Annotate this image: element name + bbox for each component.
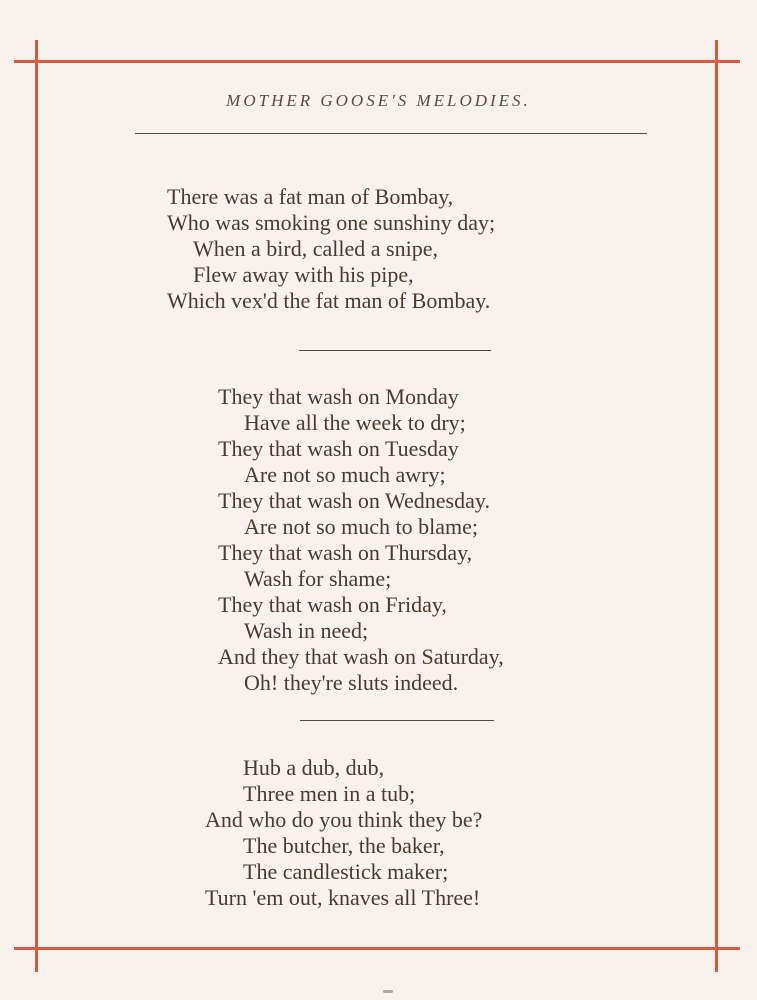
poem-line: Flew away with his pipe, [193, 262, 414, 287]
poem-separator [300, 720, 494, 721]
border-rule-left [35, 40, 38, 972]
poem-bombay [167, 184, 495, 314]
poem-line: Which vex'd the fat man of Bombay. [167, 288, 491, 313]
poem-line: Hub a dub, dub, [243, 755, 385, 780]
border-rule-bottom [14, 947, 740, 950]
poem-line: Turn 'em out, knaves all Three! [205, 885, 481, 910]
poem-line: Who was smoking one sunshiny day; [167, 210, 496, 235]
poem-line: There was a fat man of Bombay, [167, 184, 454, 209]
poem-line: They that wash on Tuesday [218, 436, 459, 461]
poem-line: When a bird, called a snipe, [193, 236, 438, 261]
poem-washing-days [218, 384, 504, 696]
poem-line: Are not so much to blame; [244, 514, 479, 539]
poem-line: They that wash on Wednesday. [218, 488, 490, 513]
poem-line: Three men in a tub; [243, 781, 416, 806]
poem-line: Are not so much awry; [244, 462, 446, 487]
poem-line: Wash in need; [244, 618, 369, 643]
border-rule-top [14, 60, 740, 63]
paper-mark [383, 990, 393, 993]
poem-line: The butcher, the baker, [243, 833, 445, 858]
poem-line: And they that wash on Saturday, [218, 644, 504, 669]
poem-line: The candlestick maker; [243, 859, 449, 884]
poem-line: They that wash on Thursday, [218, 540, 473, 565]
poem-line: Have all the week to dry; [244, 410, 466, 435]
header-divider [135, 133, 647, 134]
poem-line: Oh! they're sluts indeed. [244, 670, 459, 695]
poem-separator [299, 350, 491, 351]
poem-line: And who do you think they be? [205, 807, 483, 832]
page-header: MOTHER GOOSE'S MELODIES. [226, 91, 531, 110]
poem-line: They that wash on Monday [218, 384, 459, 409]
border-rule-right [715, 40, 718, 972]
poem-hub-a-dub [205, 755, 482, 911]
poem-line: Wash for shame; [244, 566, 392, 591]
poem-line: They that wash on Friday, [218, 592, 447, 617]
